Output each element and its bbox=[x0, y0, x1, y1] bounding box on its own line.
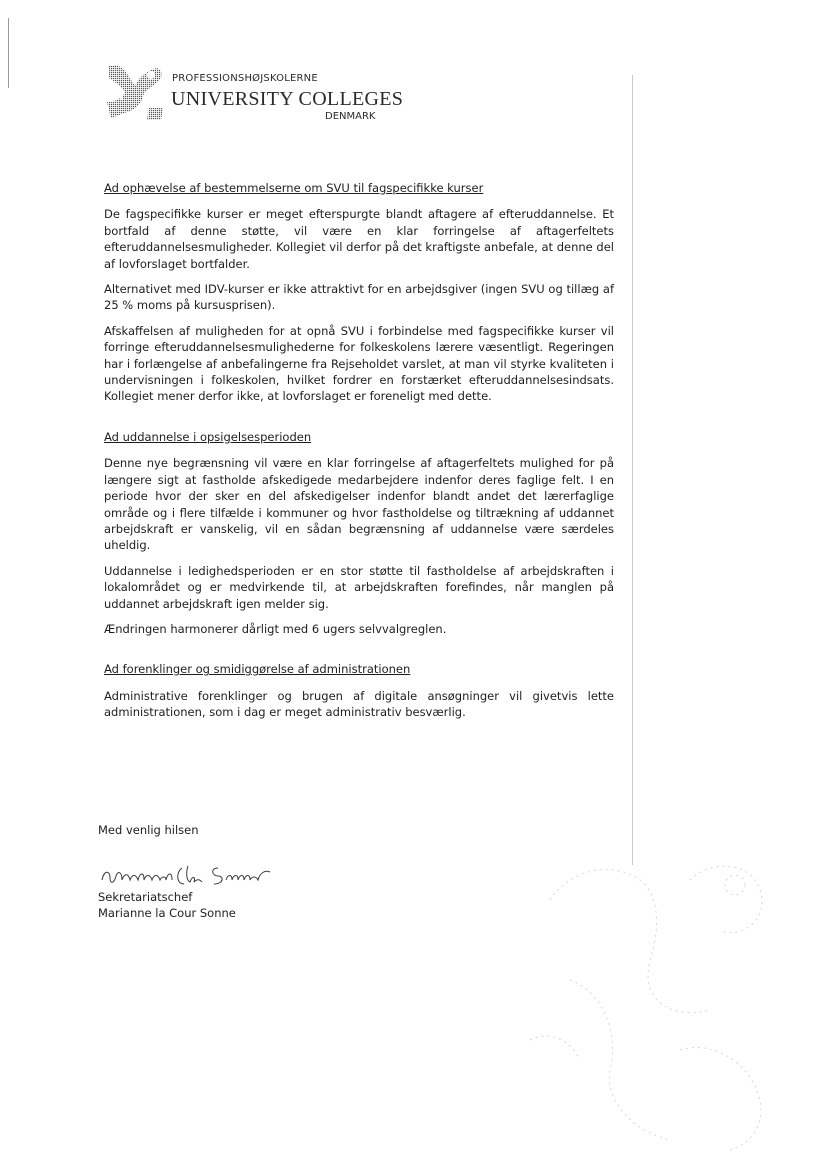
scan-margin-line bbox=[632, 75, 633, 865]
paragraph: Administrative forenklinger og brugen af digitale ansøgninger vil givetvis lette administrationen, som i dag er meget administrativ besværlig. bbox=[104, 688, 614, 720]
section-heading: Ad ophævelse af bestemmelserne om SVU til fagspecifikke kurser bbox=[104, 181, 484, 195]
logo-country: DENMARK bbox=[325, 111, 376, 122]
paragraph: Afskaffelsen af muligheden for at opnå SVU i forbindelse med fagspecifikke kurser vil forringe efteruddannelsesmulighederne for folkeskolens lærere væsentligt. Regeringen har i forlængelse af anbefalingerne fra Rejseholdet varslet, at man vil styrke kvaliteten i undervisningen i folkeskolen, hvilket fordrer en forstærket efteruddannelsesindsats. Kollegiet mener derfor ikke, at lovforslaget er foreneligt med dette. bbox=[104, 323, 614, 404]
paragraph: Uddannelse i ledighedsperioden er en stor støtte til fastholdelse af arbejdskraften i lokalområdet og er medvirkende til, at arbejdskraften forefindes, når manglen på uddannet arbejdskraft igen melder sig. bbox=[104, 563, 614, 611]
paragraph: Denne nye begrænsning vil være en klar forringelse af aftagerfeltets mulighed for på længere sigt at fastholde afskedigede medarbejdere indenfor deres faglige felt. I en periode hvor der sker en del afskedigelser indenfor blandt andet det lærerfaglige område og i flere tilfælde i kommuner og hvor fastholdelse og tiltrækning af uddannet arbejdskraft er vanskelig, vil en sådan begrænsning af uddannelse være særdeles uheldig. bbox=[104, 456, 614, 553]
paragraph: Alternativet med IDV-kurser er ikke attraktivt for en arbejdsgiver (ingen SVU og tillæg af 25 % moms på kursusprisen). bbox=[104, 282, 614, 313]
section-heading: Ad uddannelse i opsigelsesperioden bbox=[104, 429, 312, 444]
scan-edge-line bbox=[8, 18, 9, 88]
paragraph: Ændringen harmonerer dårligt med 6 ugers selvvalgreglen. bbox=[104, 621, 447, 636]
university-colleges-logo-icon bbox=[105, 62, 165, 122]
section-heading: Ad forenklinger og smidiggørelse af administrationen bbox=[104, 662, 411, 677]
closing-greeting: Med venlig hilsen bbox=[98, 823, 199, 837]
logo-main-line: UNIVERSITY COLLEGES bbox=[171, 88, 404, 110]
letterhead-logo bbox=[105, 62, 405, 132]
section-forenklinger bbox=[104, 661, 614, 720]
section-opsigelse bbox=[104, 429, 614, 637]
section-svu bbox=[104, 180, 614, 405]
logo-watermark-icon bbox=[510, 840, 810, 1160]
signatory-name: Marianne la Cour Sonne bbox=[98, 906, 236, 920]
signature-block bbox=[98, 889, 236, 921]
paragraph: De fagspecifikke kurser er meget efterspurgte blandt aftagere af efteruddannelse. Et bortfald af denne støtte, vil være en klar forringelse af aftagerfeltets efteruddannelsesmuligheder. Kollegiet vil derfor på det kraftigste anbefale, at denne del af lovforslaget bortfalder. bbox=[104, 207, 614, 271]
letter-body bbox=[104, 180, 614, 745]
logo-top-line: PROFESSIONSHØJSKOLERNE bbox=[172, 73, 318, 84]
signatory-title: Sekretariatschef bbox=[98, 890, 193, 904]
